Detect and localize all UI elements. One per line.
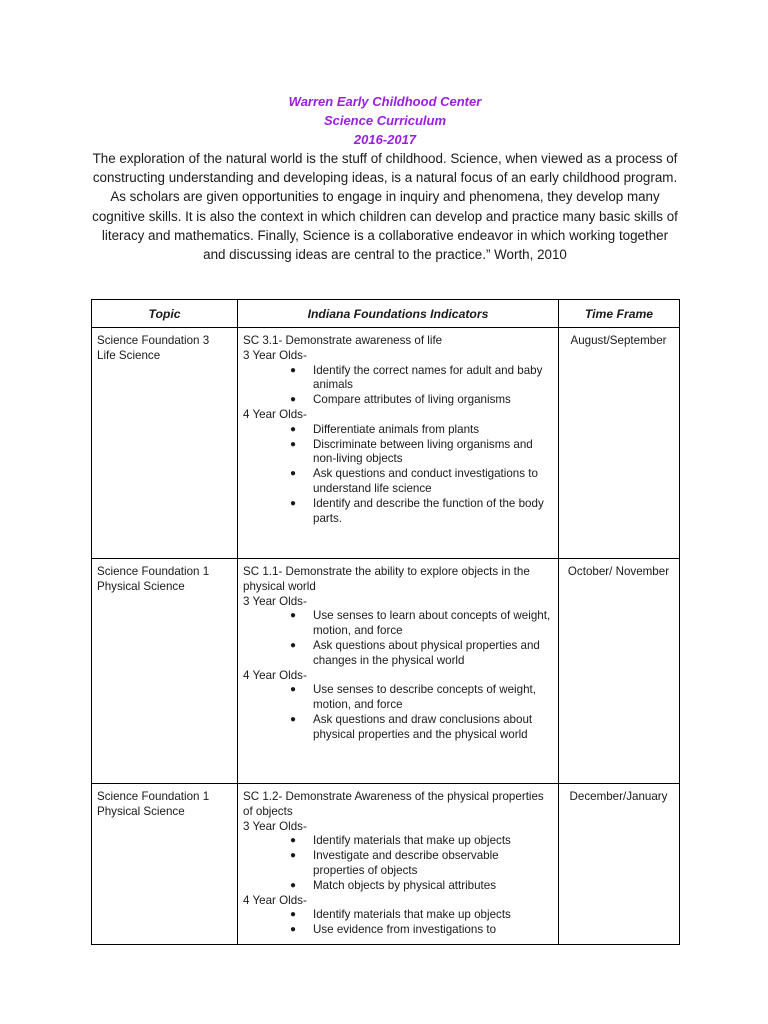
- bullet-icon: ●: [290, 879, 297, 891]
- age-group-3: 3 Year Olds-: [243, 348, 307, 362]
- school-name: Warren Early Childhood Center: [288, 94, 482, 109]
- time-frame-cell: August/September: [559, 328, 680, 559]
- age-group-4: 4 Year Olds-: [243, 893, 307, 907]
- bullet-list: [243, 423, 552, 527]
- bullet-list: [243, 683, 552, 742]
- bullet-icon: ●: [290, 497, 297, 509]
- curriculum-title: Science Curriculum: [323, 113, 447, 128]
- topic-area: Life Science: [97, 348, 161, 362]
- bullet-list: [243, 834, 552, 893]
- table-row: [92, 559, 680, 784]
- list-item: ● Identify the correct names for adult and baby animals: [290, 363, 543, 392]
- indicators-cell: [238, 328, 559, 559]
- bullet-list: [243, 609, 552, 668]
- bullet-list: [243, 364, 552, 408]
- time-frame-cell: October/ November: [559, 559, 680, 784]
- document-header: [92, 92, 678, 264]
- topic-foundation: Science Foundation 1: [97, 565, 210, 578]
- list-item: ● Compare attributes of living organisms: [290, 393, 511, 407]
- school-year: 2016-2017: [353, 132, 417, 147]
- list-item: ● Identify materials that make up objects: [290, 908, 511, 922]
- indicators-cell: [238, 559, 559, 784]
- bullet-icon: ●: [290, 468, 297, 480]
- curriculum-table: [91, 299, 680, 945]
- time-frame-cell: December/January: [559, 784, 680, 945]
- list-item: ● Identify materials that make up objects: [290, 834, 511, 848]
- table-row: [92, 328, 680, 559]
- bullet-icon: ●: [290, 924, 297, 936]
- list-item: ● Investigate and describe observable properties of objects: [290, 849, 499, 877]
- indicator-standard: SC 3.1- Demonstrate awareness of life: [243, 334, 443, 347]
- bullet-icon: ●: [290, 909, 297, 921]
- topic-cell: [92, 784, 238, 945]
- indicator-standard: SC 1.1- Demonstrate the ability to explore objects in the physical world: [243, 565, 530, 593]
- bullet-icon: ●: [290, 713, 297, 725]
- list-item: ● Use senses to learn about concepts of weight, motion, and force: [290, 609, 551, 638]
- table-header-row: [92, 300, 680, 328]
- age-group-4: 4 Year Olds-: [243, 668, 307, 682]
- indicator-standard: SC 1.2- Demonstrate Awareness of the physical properties of objects: [243, 790, 544, 818]
- list-item: ● Identify and describe the function of the body parts.: [290, 496, 544, 525]
- intro-paragraph: The exploration of the natural world is the stuff of childhood. Science, when viewed as a process of constructing understanding and developing ideas, is a natural focus of an early childhood program. As scholars are given opportunities to engage in inquiry and phenomena, they develop many cognitive skills. It is also the context in which children can develop and practice many basic skills of literacy and mathematics. Finally, Science is a collaborative endeavor in which working together and discussing ideas are central to the practice.” Worth, 2010: [92, 151, 678, 263]
- list-item: ● Use senses to describe concepts of weight, motion, and force: [290, 683, 536, 712]
- topic-foundation: Science Foundation 1: [97, 790, 210, 803]
- topic-area: Physical Science: [97, 804, 185, 818]
- topic-cell: [92, 559, 238, 784]
- topic-area: Physical Science: [97, 579, 185, 593]
- bullet-icon: ●: [290, 394, 297, 406]
- bullet-list: [243, 908, 552, 938]
- bullet-icon: ●: [290, 835, 297, 847]
- list-item: ● Discriminate between living organisms and non-living objects: [290, 437, 533, 466]
- bullet-icon: ●: [290, 438, 297, 450]
- bullet-icon: ●: [290, 684, 297, 696]
- age-group-3: 3 Year Olds-: [243, 594, 307, 608]
- bullet-icon: ●: [290, 423, 297, 435]
- indicators-cell: [238, 784, 559, 945]
- topic-cell: [92, 328, 238, 559]
- header-time-frame: Time Frame: [559, 300, 680, 328]
- list-item: ● Match objects by physical attributes: [290, 878, 497, 892]
- topic-foundation: Science Foundation 3: [97, 334, 210, 347]
- list-item: ● Use evidence from investigations to: [290, 923, 497, 937]
- list-item: ● Differentiate animals from plants: [290, 422, 480, 436]
- list-item: ● Ask questions and conduct investigations to understand life science: [290, 467, 538, 495]
- bullet-icon: ●: [290, 364, 297, 376]
- age-group-4: 4 Year Olds-: [243, 407, 307, 421]
- list-item: ● Ask questions about physical properties and changes in the physical world: [290, 638, 540, 667]
- list-item: ● Ask questions and draw conclusions about physical properties and the physical world: [290, 712, 533, 741]
- bullet-icon: ●: [290, 850, 297, 862]
- header-topic: Topic: [92, 300, 238, 328]
- bullet-icon: ●: [290, 639, 297, 651]
- header-indicators: Indiana Foundations Indicators: [238, 300, 559, 328]
- table-row: [92, 784, 680, 945]
- bullet-icon: ●: [290, 610, 297, 622]
- age-group-3: 3 Year Olds-: [243, 819, 307, 833]
